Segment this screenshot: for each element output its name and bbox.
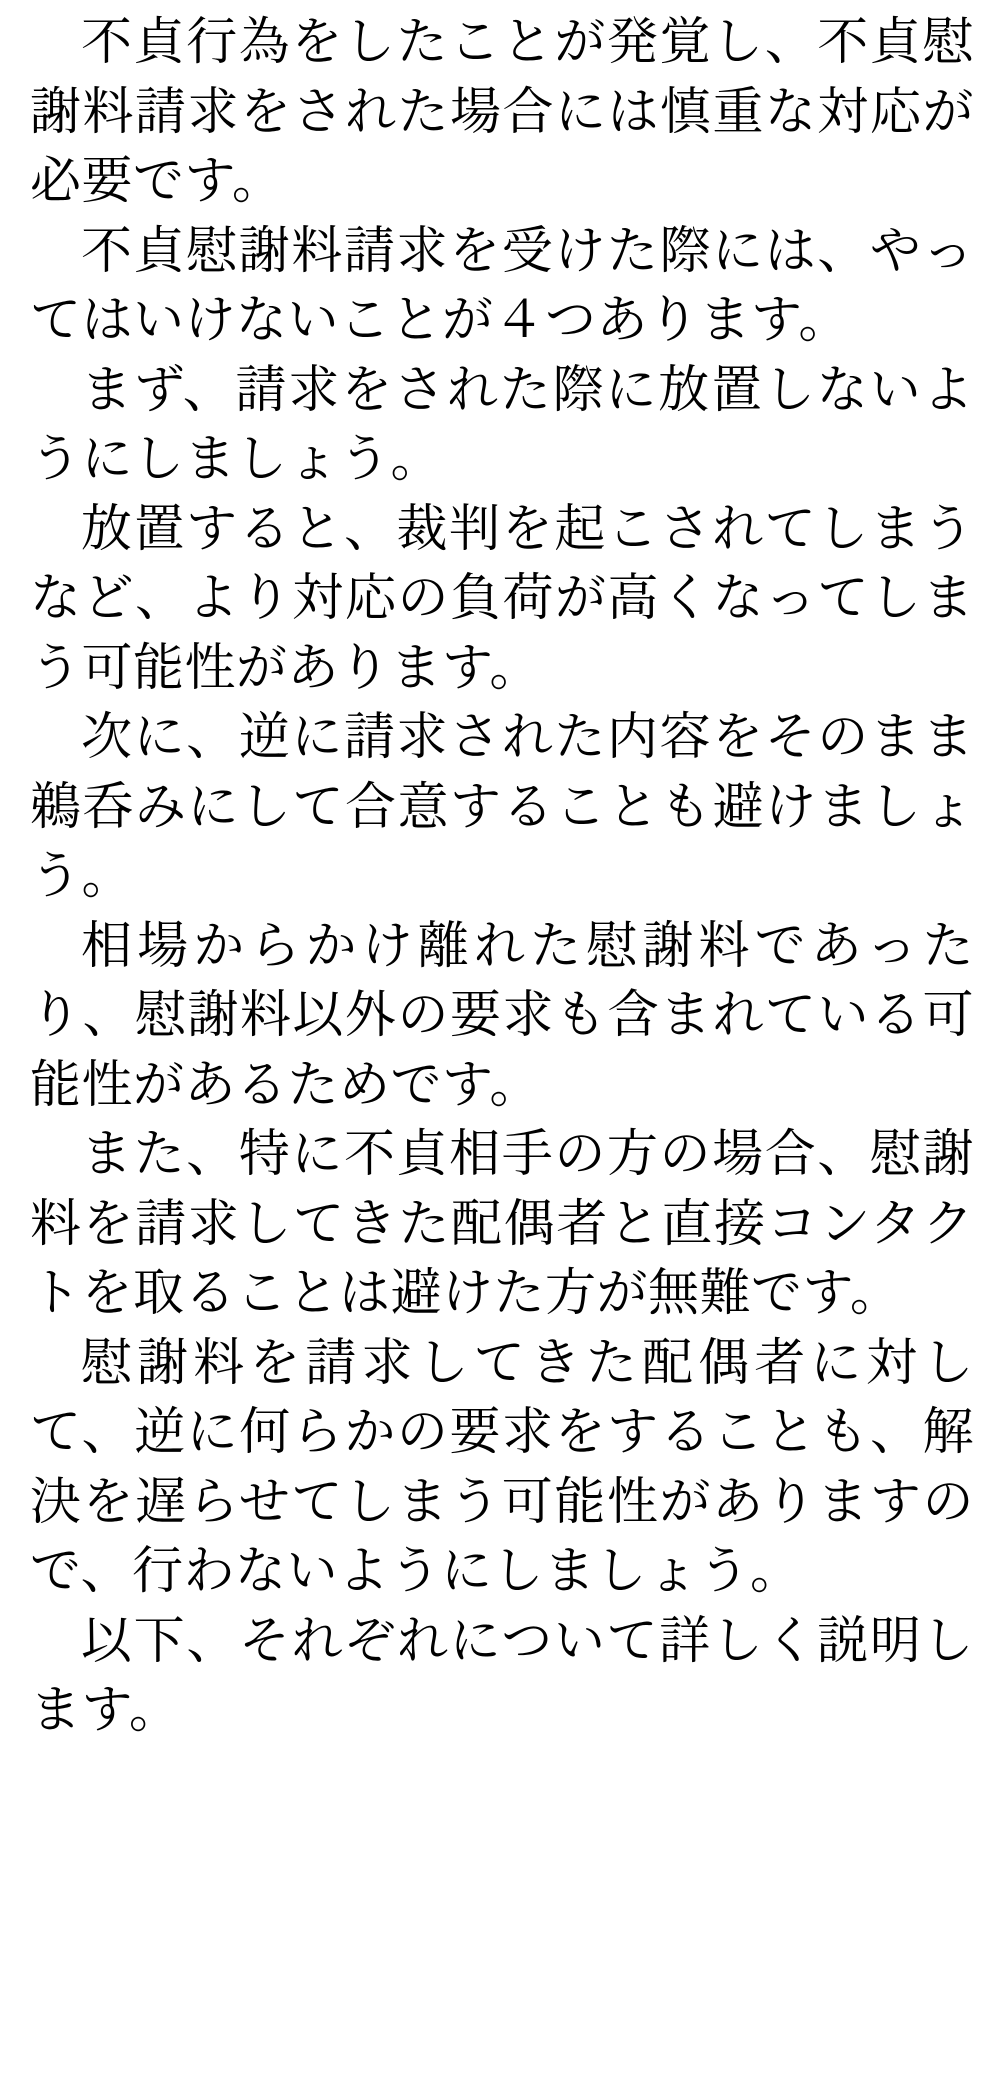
- paragraph: 不貞慰謝料請求を受けた際には、やってはいけないことが４つあります。: [30, 221, 974, 350]
- paragraph: まず、請求をされた際に放置しないようにしましょう。: [30, 360, 974, 489]
- paragraph: 次に、逆に請求された内容をそのまま鵜呑みにして合意することも避けましょう。: [30, 708, 974, 906]
- document-body: [30, 0, 974, 1746]
- paragraph: 相場からかけ離れた慰謝料であったり、慰謝料以外の要求も含まれている可能性があるためです。: [30, 916, 974, 1115]
- paragraph: 慰謝料を請求してきた配偶者に対して、逆に何らかの要求をすることも、解決を遅らせてしまう可能性がありますので、行わないようにしましょう。: [30, 1333, 974, 1601]
- paragraph: 以下、それぞれについて詳しく説明します。: [30, 1611, 974, 1740]
- paragraph: 放置すると、裁判を起こされてしまうなど、より対応の負荷が高くなってしまう可能性があります。: [30, 499, 974, 698]
- paragraph: また、特に不貞相手の方の場合、慰謝料を請求してきた配偶者と直接コンタクトを取ることは避けた方が無難です。: [30, 1125, 974, 1323]
- paragraph: 不貞行為をしたことが発覚し、不貞慰謝料請求をされた場合には慎重な対応が必要です。: [30, 13, 974, 211]
